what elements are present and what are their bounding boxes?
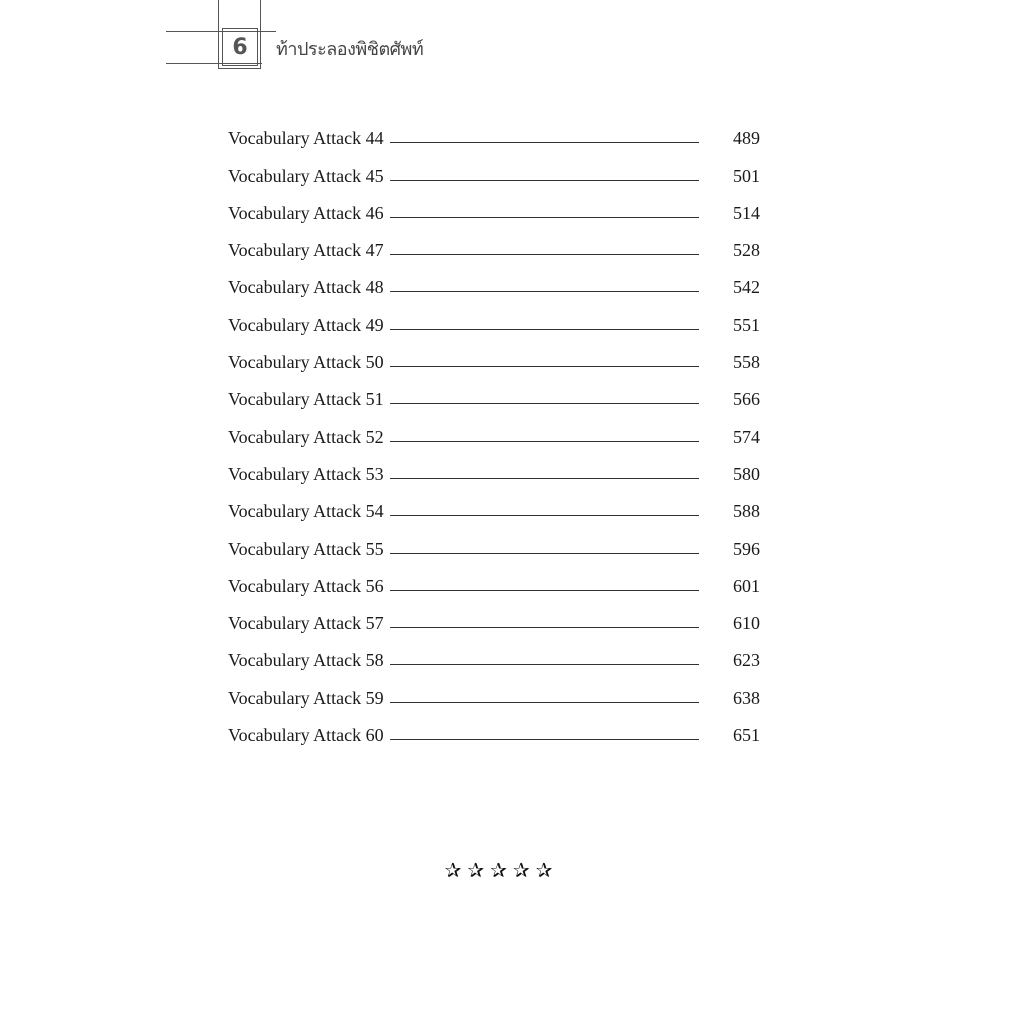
toc-entry-label: Vocabulary Attack 46 [228, 202, 384, 223]
toc-entry-label: Vocabulary Attack 45 [228, 165, 384, 186]
toc-entry [228, 187, 760, 224]
toc-entry-label: Vocabulary Attack 57 [228, 613, 384, 634]
toc-leader-line [390, 590, 699, 591]
toc-entry-label: Vocabulary Attack 53 [228, 463, 384, 484]
toc-entry-page: 651 [733, 725, 760, 746]
toc-entry [228, 448, 760, 485]
toc-leader-line [390, 441, 699, 442]
toc-entry-page: 596 [733, 538, 760, 559]
toc-entry-page: 638 [733, 687, 760, 708]
toc-entry-page: 566 [733, 389, 760, 410]
toc-leader-line [390, 217, 699, 218]
toc-leader-line [390, 291, 699, 292]
toc-leader-line [390, 142, 699, 143]
toc-entry-page: 528 [733, 240, 760, 261]
toc-entry-label: Vocabulary Attack 49 [228, 314, 384, 335]
page-number: 6 [222, 28, 258, 66]
toc-entry [228, 224, 760, 261]
toc-entry [228, 336, 760, 373]
toc-entry [228, 149, 760, 186]
toc-entry [228, 410, 760, 447]
toc-entry-page: 588 [733, 501, 760, 522]
toc-leader-line [390, 329, 699, 330]
toc-entry-label: Vocabulary Attack 55 [228, 538, 384, 559]
toc-leader-line [390, 366, 699, 367]
toc-entry-page: 580 [733, 463, 760, 484]
toc-entry-page: 489 [733, 128, 760, 149]
toc-entry-label: Vocabulary Attack 50 [228, 352, 384, 373]
toc-entry [228, 112, 760, 149]
toc-entry-page: 623 [733, 650, 760, 671]
running-title: ท้าประลองพิชิตศัพท์ [276, 39, 424, 60]
toc-entry-label: Vocabulary Attack 54 [228, 501, 384, 522]
toc-entry [228, 671, 760, 708]
toc-entry [228, 485, 760, 522]
toc-entry-label: Vocabulary Attack 60 [228, 725, 384, 746]
toc-entry-label: Vocabulary Attack 59 [228, 687, 384, 708]
toc-entry [228, 522, 760, 559]
toc-leader-line [390, 515, 699, 516]
toc-entry-label: Vocabulary Attack 47 [228, 240, 384, 261]
toc-leader-line [390, 627, 699, 628]
toc-entry-page: 574 [733, 426, 760, 447]
toc-entry-page: 558 [733, 352, 760, 373]
toc-entry-page: 501 [733, 165, 760, 186]
toc-entry-label: Vocabulary Attack 58 [228, 650, 384, 671]
toc-leader-line [390, 664, 699, 665]
toc-entry [228, 709, 760, 746]
toc-entry-label: Vocabulary Attack 52 [228, 426, 384, 447]
toc-leader-line [390, 403, 699, 404]
toc-entry [228, 298, 760, 335]
toc-entry [228, 373, 760, 410]
toc-entry-page: 601 [733, 575, 760, 596]
star-ornament-icon: ✰✰✰✰✰ [444, 858, 559, 882]
toc-entry-label: Vocabulary Attack 48 [228, 277, 384, 298]
table-of-contents [228, 112, 760, 746]
toc-leader-line [390, 702, 699, 703]
toc-leader-line [390, 180, 699, 181]
toc-entry-page: 551 [733, 314, 760, 335]
toc-leader-line [390, 739, 699, 740]
toc-entry-label: Vocabulary Attack 44 [228, 128, 384, 149]
toc-entry-page: 514 [733, 202, 760, 223]
toc-leader-line [390, 254, 699, 255]
toc-entry-page: 610 [733, 613, 760, 634]
toc-entry-label: Vocabulary Attack 51 [228, 389, 384, 410]
toc-leader-line [390, 478, 699, 479]
toc-entry [228, 634, 760, 671]
toc-entry-label: Vocabulary Attack 56 [228, 575, 384, 596]
toc-entry [228, 560, 760, 597]
toc-leader-line [390, 553, 699, 554]
toc-entry [228, 261, 760, 298]
toc-entry-page: 542 [733, 277, 760, 298]
toc-entry [228, 597, 760, 634]
